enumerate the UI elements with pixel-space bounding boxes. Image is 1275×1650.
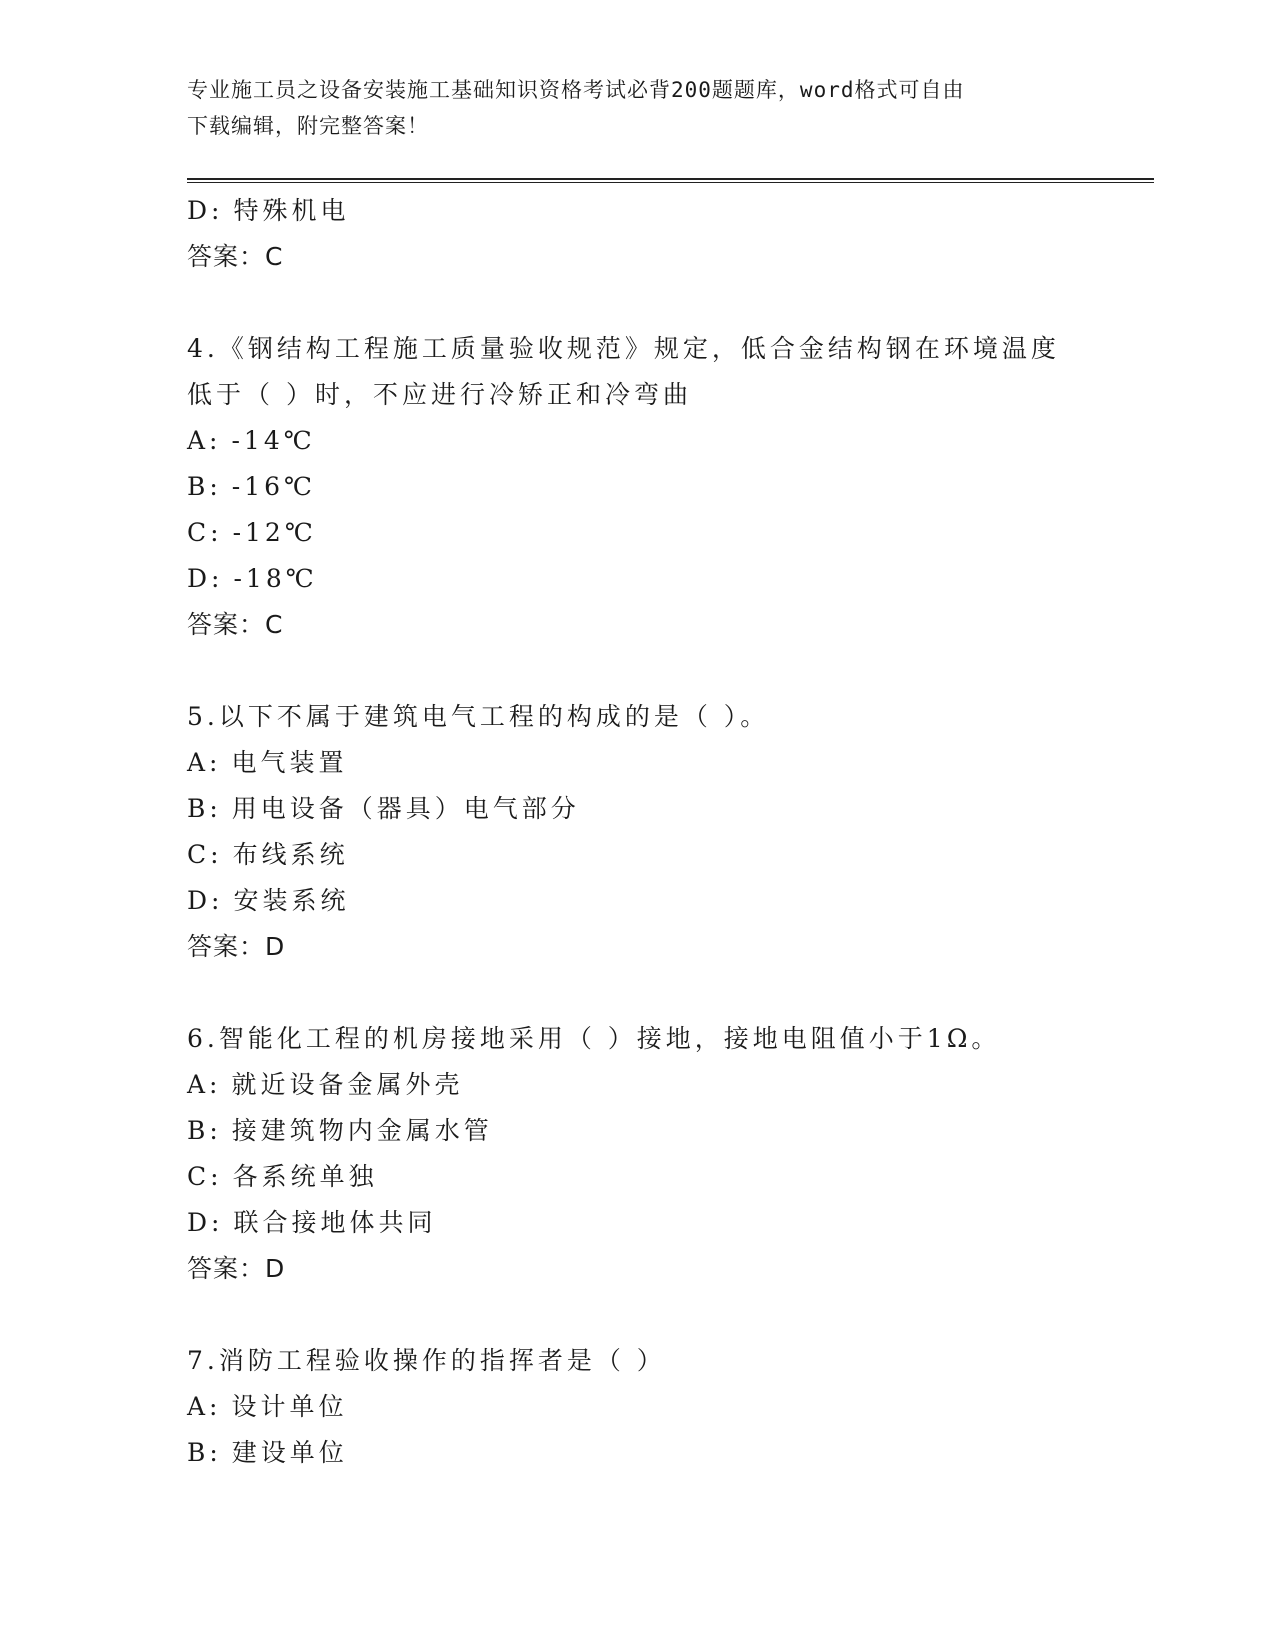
option-text: 设计单位 — [231, 1392, 348, 1421]
option-a — [187, 1384, 1147, 1430]
option-d — [187, 1200, 1147, 1246]
option-a — [187, 740, 1147, 786]
option-text: -12℃ — [232, 518, 317, 547]
option-text: 建设单位 — [231, 1438, 348, 1467]
option-text: 电气装置 — [231, 748, 348, 777]
option-c — [187, 832, 1147, 878]
option-b — [187, 1108, 1147, 1154]
option-letter: A: — [187, 1392, 222, 1421]
option-text: 用电设备（器具）电气部分 — [231, 794, 580, 823]
spacer — [187, 1292, 1147, 1338]
option-letter: B: — [187, 472, 222, 501]
option-text: -16℃ — [231, 472, 317, 501]
option-d — [187, 878, 1147, 924]
question-4-text-line2: 低于（ ）时，不应进行冷矫正和冷弯曲 — [187, 380, 692, 409]
spacer — [187, 280, 1147, 326]
option-letter: A: — [187, 748, 222, 777]
option-text: 就近设备金属外壳 — [231, 1070, 464, 1099]
question-4-text-line1: 4.《钢结构工程施工质量验收规范》规定，低合金结构钢在环境温度 — [187, 334, 1060, 363]
answer-line: 答案：D — [187, 932, 286, 961]
spacer — [187, 970, 1147, 1016]
option-d — [187, 188, 1147, 234]
option-letter: B: — [187, 1116, 222, 1145]
answer-line: 答案：D — [187, 1254, 286, 1283]
header-divider — [187, 178, 1154, 183]
option-text: 安装系统 — [233, 886, 350, 915]
option-letter: B: — [187, 1438, 222, 1467]
option-letter: D: — [187, 564, 224, 593]
question-7-text: 7.消防工程验收操作的指挥者是（ ） — [187, 1346, 666, 1375]
option-c — [187, 1154, 1147, 1200]
option-text: 接建筑物内金属水管 — [231, 1116, 493, 1145]
option-letter: A: — [187, 1070, 222, 1099]
option-letter: D: — [187, 196, 224, 225]
option-text: 布线系统 — [232, 840, 349, 869]
question-list — [187, 188, 1147, 1476]
answer-line: 答案：C — [187, 610, 284, 639]
option-b — [187, 464, 1147, 510]
option-text: 特殊机电 — [233, 196, 350, 225]
option-a — [187, 418, 1147, 464]
document-header — [187, 72, 1087, 144]
option-letter: A: — [187, 426, 222, 455]
option-c — [187, 510, 1147, 556]
option-letter: C: — [187, 1162, 223, 1191]
option-a — [187, 1062, 1147, 1108]
option-letter: C: — [187, 840, 223, 869]
header-title-line1: 专业施工员之设备安装施工基础知识资格考试必背200题题库，word格式可自由 — [187, 78, 965, 102]
spacer — [187, 648, 1147, 694]
option-letter: D: — [187, 886, 224, 915]
answer-line: 答案：C — [187, 242, 284, 271]
option-b — [187, 1430, 1147, 1476]
option-text: -14℃ — [231, 426, 316, 455]
option-b — [187, 786, 1147, 832]
option-letter: B: — [187, 794, 222, 823]
question-5-text: 5.以下不属于建筑电气工程的构成的是（ ）。 — [187, 702, 770, 731]
option-text: 各系统单独 — [232, 1162, 378, 1191]
option-letter: D: — [187, 1208, 224, 1237]
option-text: -18℃ — [233, 564, 318, 593]
option-letter: C: — [187, 518, 223, 547]
header-title-line2: 下载编辑，附完整答案！ — [187, 114, 429, 138]
option-d — [187, 556, 1147, 602]
question-6-text: 6.智能化工程的机房接地采用（ ）接地，接地电阻值小于1Ω。 — [187, 1024, 1001, 1053]
option-text: 联合接地体共同 — [233, 1208, 437, 1237]
